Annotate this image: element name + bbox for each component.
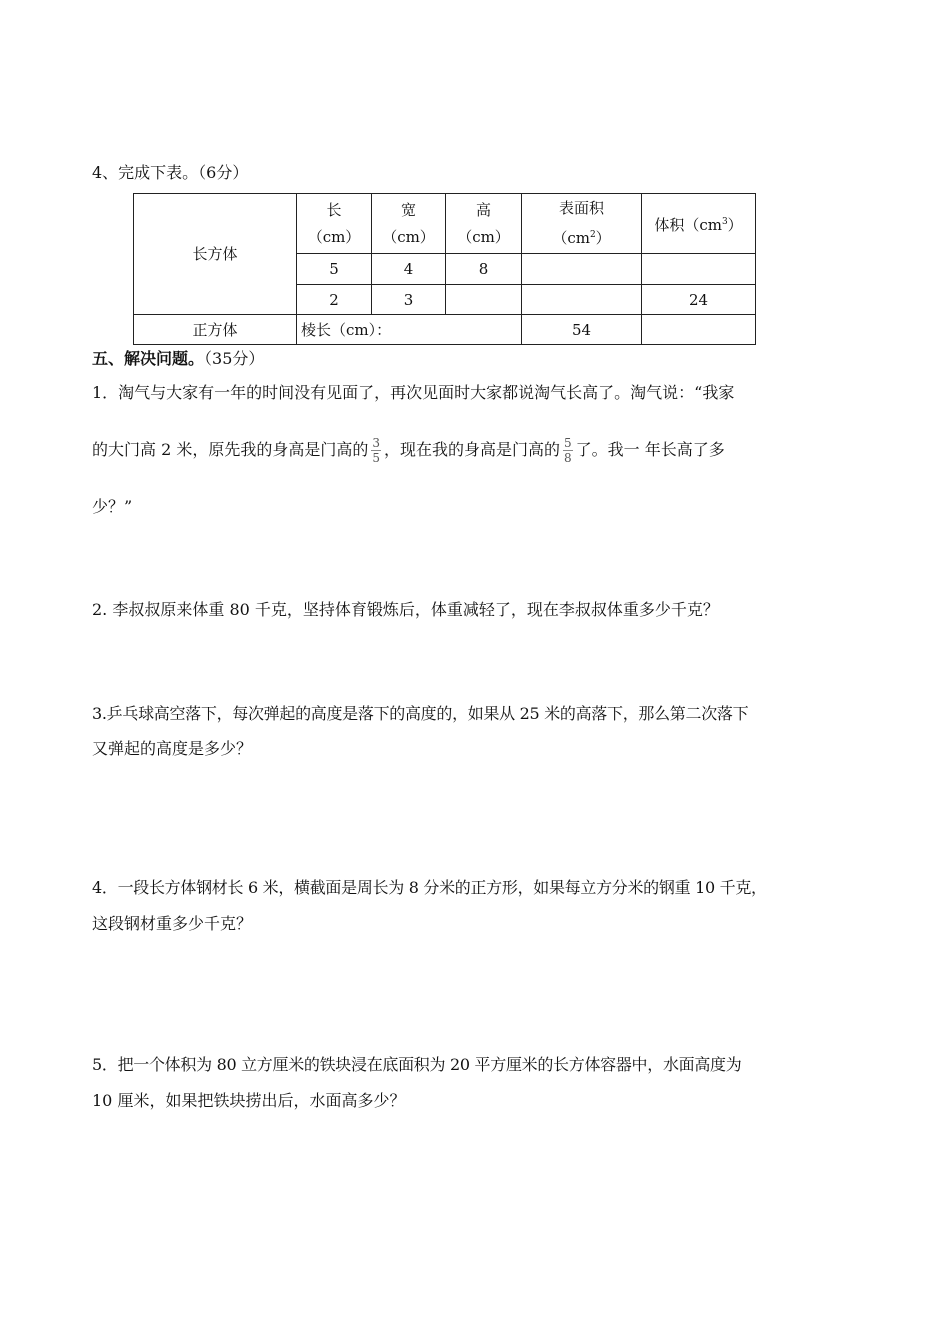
cube-label: 正方体 — [134, 315, 297, 345]
cuboid-label: 长方体 — [134, 194, 297, 315]
section-5-heading: 五、解决问题。（35分） — [92, 349, 265, 368]
cube-volume[interactable] — [642, 315, 756, 345]
cube-surface-area: 54 — [522, 315, 642, 345]
cell-length: 5 — [297, 254, 372, 285]
cell-length: 2 — [297, 285, 372, 315]
cell-height: 8 — [446, 254, 522, 285]
cube-row — [134, 315, 756, 345]
header-surface-area: 表面积 $(cm^2)$ — [522, 194, 642, 254]
problem-5-line-1: 5．把一个体积为 80 立方厘米的铁块浸在底面积为 20 平方厘米的长方体容器中，水面高度为 — [92, 1055, 742, 1074]
header-length: 长 （cm） — [297, 194, 372, 254]
problem-1-line-2: 的大门高 2 米，原先我的身高是门高的 $\frac{3}{5}$ ，现在我的身高是门高的 $\frac{5}{8}$ 了。我一 年长高了多 — [92, 436, 725, 465]
header-volume: 体积$(cm^3)$ — [642, 194, 756, 254]
problem-3-line-2: 又弹起的高度是多少？ — [92, 739, 253, 758]
fraction-five-eighths: $\frac{5}{8}$ — [564, 436, 572, 465]
dimensions-table — [133, 193, 756, 345]
cell-height[interactable] — [446, 285, 522, 315]
question-4-title: 4、完成下表。（6分） — [92, 163, 249, 182]
cell-width: 3 — [372, 285, 446, 315]
problem-3-line-1: 3.乒乓球高空落下，每次弹起的高度是落下的高度的，如果从 25 米的高落下，那么第二次落下 — [92, 704, 749, 723]
fraction-three-fifths: $\frac{3}{5}$ — [372, 436, 380, 465]
problem-2: 2. 李叔叔原来体重 80 千克，坚持体育锻炼后，体重减轻了，现在李叔叔体重多少千克？ — [92, 600, 719, 619]
problem-1-line-1: 1．淘气与大家有一年的时间没有见面了，再次见面时大家都说淘气长高了。淘气说：“我家 — [92, 383, 735, 402]
cube-edge-cell[interactable]: 棱长（cm）： — [297, 315, 522, 345]
problem-5-line-2: 10 厘米，如果把铁块捞出后，水面高多少？ — [92, 1091, 406, 1110]
header-width: 宽 （cm） — [372, 194, 446, 254]
cell-width: 4 — [372, 254, 446, 285]
cell-surface-area[interactable] — [522, 254, 642, 285]
problem-1-line-3: 少？” — [92, 497, 133, 516]
cell-volume: 24 — [642, 285, 756, 315]
problem-4-line-2: 这段钢材重多少千克？ — [92, 914, 253, 933]
header-height: 高 （cm） — [446, 194, 522, 254]
cell-surface-area[interactable] — [522, 285, 642, 315]
cell-volume[interactable] — [642, 254, 756, 285]
problem-4-line-1: 4．一段长方体钢材长 6 米，横截面是周长为 8 分米的正方形，如果每立方分米的钢重 10 千克， — [92, 878, 767, 897]
